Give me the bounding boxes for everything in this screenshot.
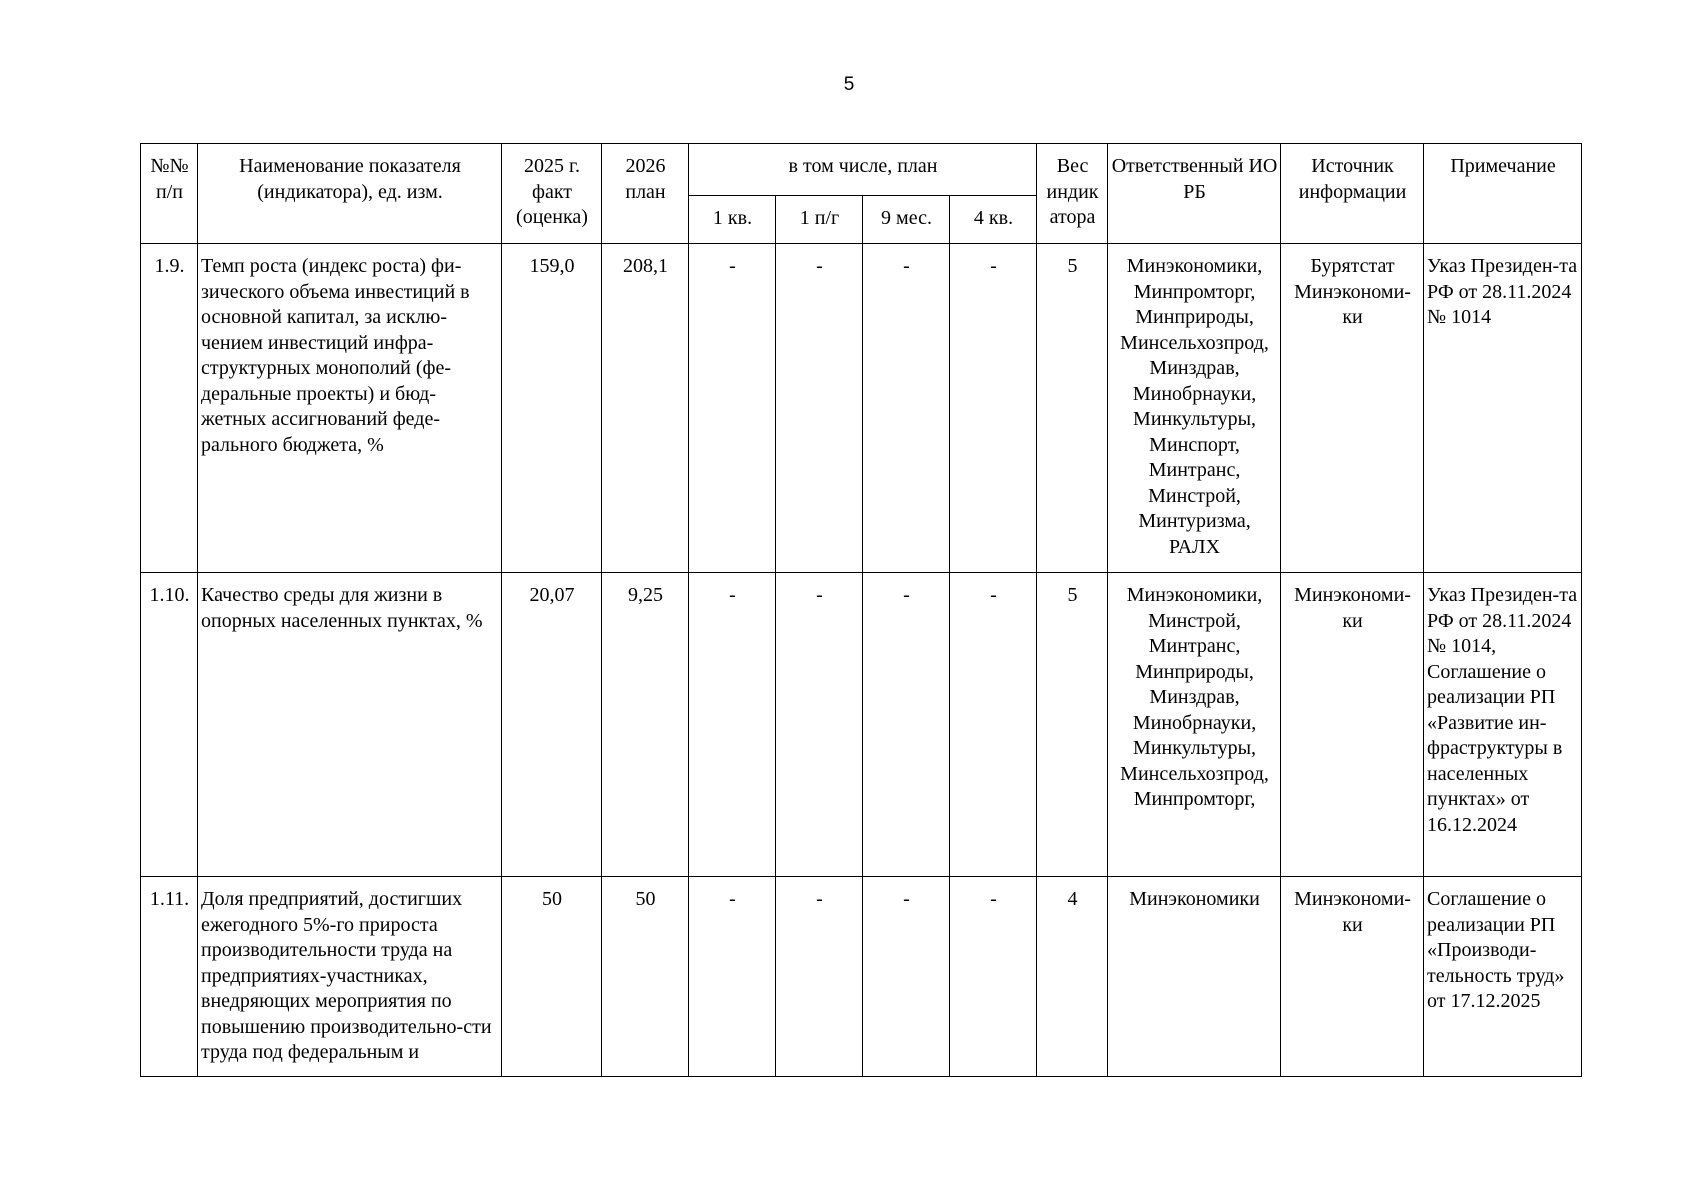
row-weight: 5 [1037, 573, 1108, 877]
header-m9: 9 мес. [863, 196, 950, 244]
header-q1: 1 кв. [689, 196, 776, 244]
row-m9: - [863, 244, 950, 573]
row-responsible: Минэкономики, Минпромторг, Минприроды, Минсельхозпрод, Минздрав, Минобрнауки, Минкультуры, Минспорт, Минтранс, Минстрой, Минтуризма, РАЛХ [1108, 244, 1281, 573]
row-name: Доля предприятий, достигших ежегодного 5%-го прироста производительности труда на предприятиях-участниках, внедряющих мероприятия по повышению производительно-сти труда под федеральным и [198, 877, 502, 1077]
row-note: Соглашение о реализации РП «Производи-тельность труд» от 17.12.2025 [1424, 877, 1582, 1077]
row-h1: - [776, 877, 863, 1077]
row-fact: 20,07 [502, 573, 602, 877]
row-q4: - [950, 877, 1037, 1077]
row-plan: 50 [602, 877, 689, 1077]
row-q1: - [689, 573, 776, 877]
row-note: Указ Президен-та РФ от 28.11.2024 № 1014, Соглашение о реализации РП «Развитие ин-фраструктуры в населенных пунктах» от 16.12.2024 [1424, 573, 1582, 877]
row-num: 1.9. [141, 244, 198, 573]
indicators-table [140, 143, 1582, 1077]
row-num: 1.10. [141, 573, 198, 877]
header-q4: 4 кв. [950, 196, 1037, 244]
header-including-plan: в том числе, план [689, 144, 1037, 196]
row-name: Темп роста (индекс роста) фи-зического объема инвестиций в основной капитал, за исклю-чением инвестиций инфра-структурных монополий (фе-деральные проекты) и бюд-жетных ассигнований феде-рального бюджета, % [198, 244, 502, 573]
row-responsible: Минэкономики, Минстрой, Минтранс, Минприроды, Минздрав, Минобрнауки, Минкультуры, Минсельхозпрод, Минпромторг, [1108, 573, 1281, 877]
row-q1: - [689, 877, 776, 1077]
row-source: Минэкономи-ки [1281, 573, 1424, 877]
row-note: Указ Президен-та РФ от 28.11.2024 № 1014 [1424, 244, 1582, 573]
header-name: Наименование показателя (индикатора), ед. изм. [198, 144, 502, 244]
page-number: 5 [843, 74, 855, 95]
row-q1: - [689, 244, 776, 573]
row-q4: - [950, 573, 1037, 877]
header-note: Примечание [1424, 144, 1582, 244]
header-responsible: Ответственный ИО РБ [1108, 144, 1281, 244]
row-h1: - [776, 244, 863, 573]
header-plan: 2026 план [602, 144, 689, 244]
row-q4: - [950, 244, 1037, 573]
header-h1: 1 п/г [776, 196, 863, 244]
row-source: Минэкономи-ки [1281, 877, 1424, 1077]
row-source: Бурятстат Минэкономи-ки [1281, 244, 1424, 573]
row-m9: - [863, 573, 950, 877]
header-row [141, 144, 1582, 196]
header-weight: Вес индик атора [1037, 144, 1108, 244]
row-fact: 50 [502, 877, 602, 1077]
table-row [141, 877, 1582, 1077]
row-plan: 208,1 [602, 244, 689, 573]
row-fact: 159,0 [502, 244, 602, 573]
table-row [141, 573, 1582, 877]
row-name: Качество среды для жизни в опорных населенных пунктах, % [198, 573, 502, 877]
row-weight: 5 [1037, 244, 1108, 573]
row-plan: 9,25 [602, 573, 689, 877]
table-row [141, 244, 1582, 573]
header-num: №№ п/п [141, 144, 198, 244]
row-h1: - [776, 573, 863, 877]
row-num: 1.11. [141, 877, 198, 1077]
header-source: Источник информации [1281, 144, 1424, 244]
row-responsible: Минэкономики [1108, 877, 1281, 1077]
header-fact: 2025 г. факт (оценка) [502, 144, 602, 244]
row-m9: - [863, 877, 950, 1077]
row-weight: 4 [1037, 877, 1108, 1077]
